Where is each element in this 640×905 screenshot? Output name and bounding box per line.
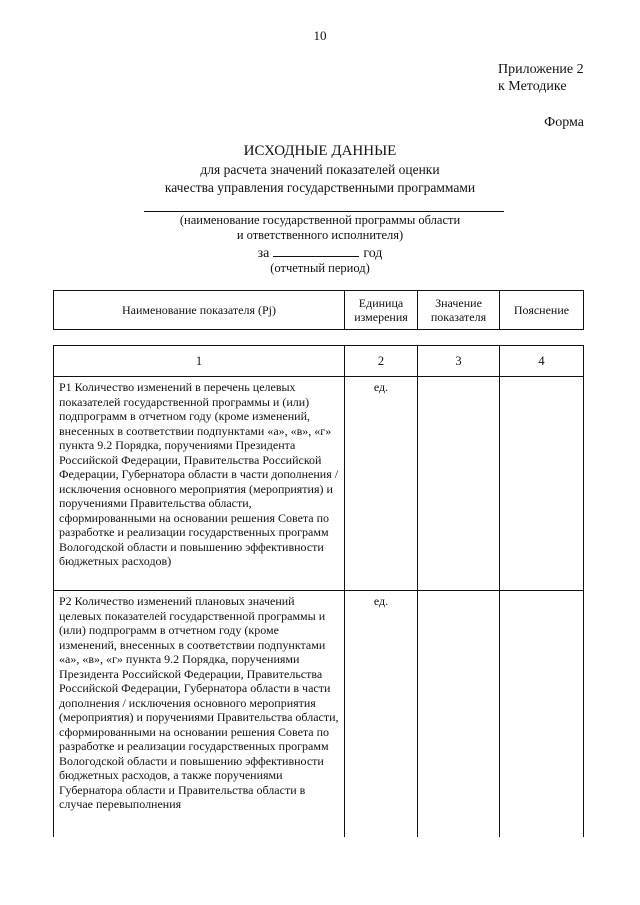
- note-cell[interactable]: [500, 591, 584, 838]
- header-value: [418, 291, 500, 330]
- reporting-period-caption: (отчетный период): [270, 261, 370, 275]
- program-caption-line-2: и ответственного исполнителя): [236, 228, 404, 242]
- value-cell[interactable]: [418, 591, 500, 838]
- value-cell[interactable]: [418, 377, 500, 591]
- table-row: [54, 377, 584, 591]
- header-unit: [345, 291, 418, 330]
- header-note: Пояснение: [500, 291, 584, 330]
- indicator-description: Р2 Количество изменений плановых значений целевых показателей государственной программы и (или) подпрограмм в отчетном году (кроме изменений, внесенных в соответствии подпунктами «а», «в», «г» пункта 9.2 Порядка, поручениями Президента Российской Федерации, Правительства Российской Федерации, Губернатора области в части дополнения / исключения основного мероприятия (мероприятия) и поручениями Правительства области, сформированными на основании решения Совета по разработке и реализации государственных программ Вологодской области и повышению эффективности бюджетных расходов, а также поручениями Губернатора области и Правительства области в случае перевыполнения: [54, 591, 345, 838]
- unit-cell: ед.: [345, 591, 418, 838]
- table-row: [54, 591, 584, 838]
- program-caption-line-1: (наименование государственной программы области: [179, 213, 461, 227]
- header-unit-line-2: измерения: [354, 310, 408, 324]
- column-number: 2: [345, 346, 418, 377]
- note-cell[interactable]: [500, 377, 584, 591]
- period-suffix: год: [363, 246, 383, 261]
- appendix-reference: [498, 61, 584, 95]
- unit-cell: ед.: [345, 377, 418, 591]
- indicator-description: Р1 Количество изменений в перечень целевых показателей государственной программы и (или) подпрограмм в отчетном году (кроме изменений, внесенных в соответствии подпунктами «а», «в», «г» пункта 9.2 Порядка, поручениями Президента Российской Федерации, Правительства Российской Федерации, Губернатора области в части дополнения / исключения основного мероприятия (мероприятия) и поручениями Правительства области, сформированными на основании решения Совета по разработке и реализации государственных программ Вологодской области и повышению эффективности бюджетных расходов): [54, 377, 345, 591]
- column-number: 4: [500, 346, 584, 377]
- document-subtitle: [0, 161, 640, 197]
- column-number-row: [54, 346, 584, 377]
- header-unit-line-1: Единица: [358, 295, 404, 310]
- program-name-caption: [0, 213, 640, 243]
- subtitle-line-2: качества управления государственными программами: [164, 180, 476, 195]
- page-number: 10: [313, 28, 327, 43]
- data-table: [53, 345, 584, 837]
- program-name-blank-line: [144, 211, 504, 212]
- header-value-line-2: показателя: [430, 310, 487, 324]
- appendix-line-1: Приложение 2: [498, 62, 584, 77]
- column-number: 1: [54, 346, 345, 377]
- document-title: ИСХОДНЫЕ ДАННЫЕ: [243, 143, 397, 159]
- reporting-period-row: [0, 244, 640, 262]
- header-value-line-1: Значение: [435, 295, 482, 310]
- column-number: 3: [418, 346, 500, 377]
- header-table: [53, 290, 584, 330]
- form-label: Форма: [544, 115, 584, 130]
- header-indicator-name: Наименование показателя (Pj): [54, 291, 345, 330]
- subtitle-line-1: для расчета значений показателей оценки: [200, 162, 440, 177]
- appendix-line-2: к Методике: [498, 79, 567, 94]
- period-prefix: за: [257, 246, 270, 261]
- period-blank-line: [273, 244, 359, 257]
